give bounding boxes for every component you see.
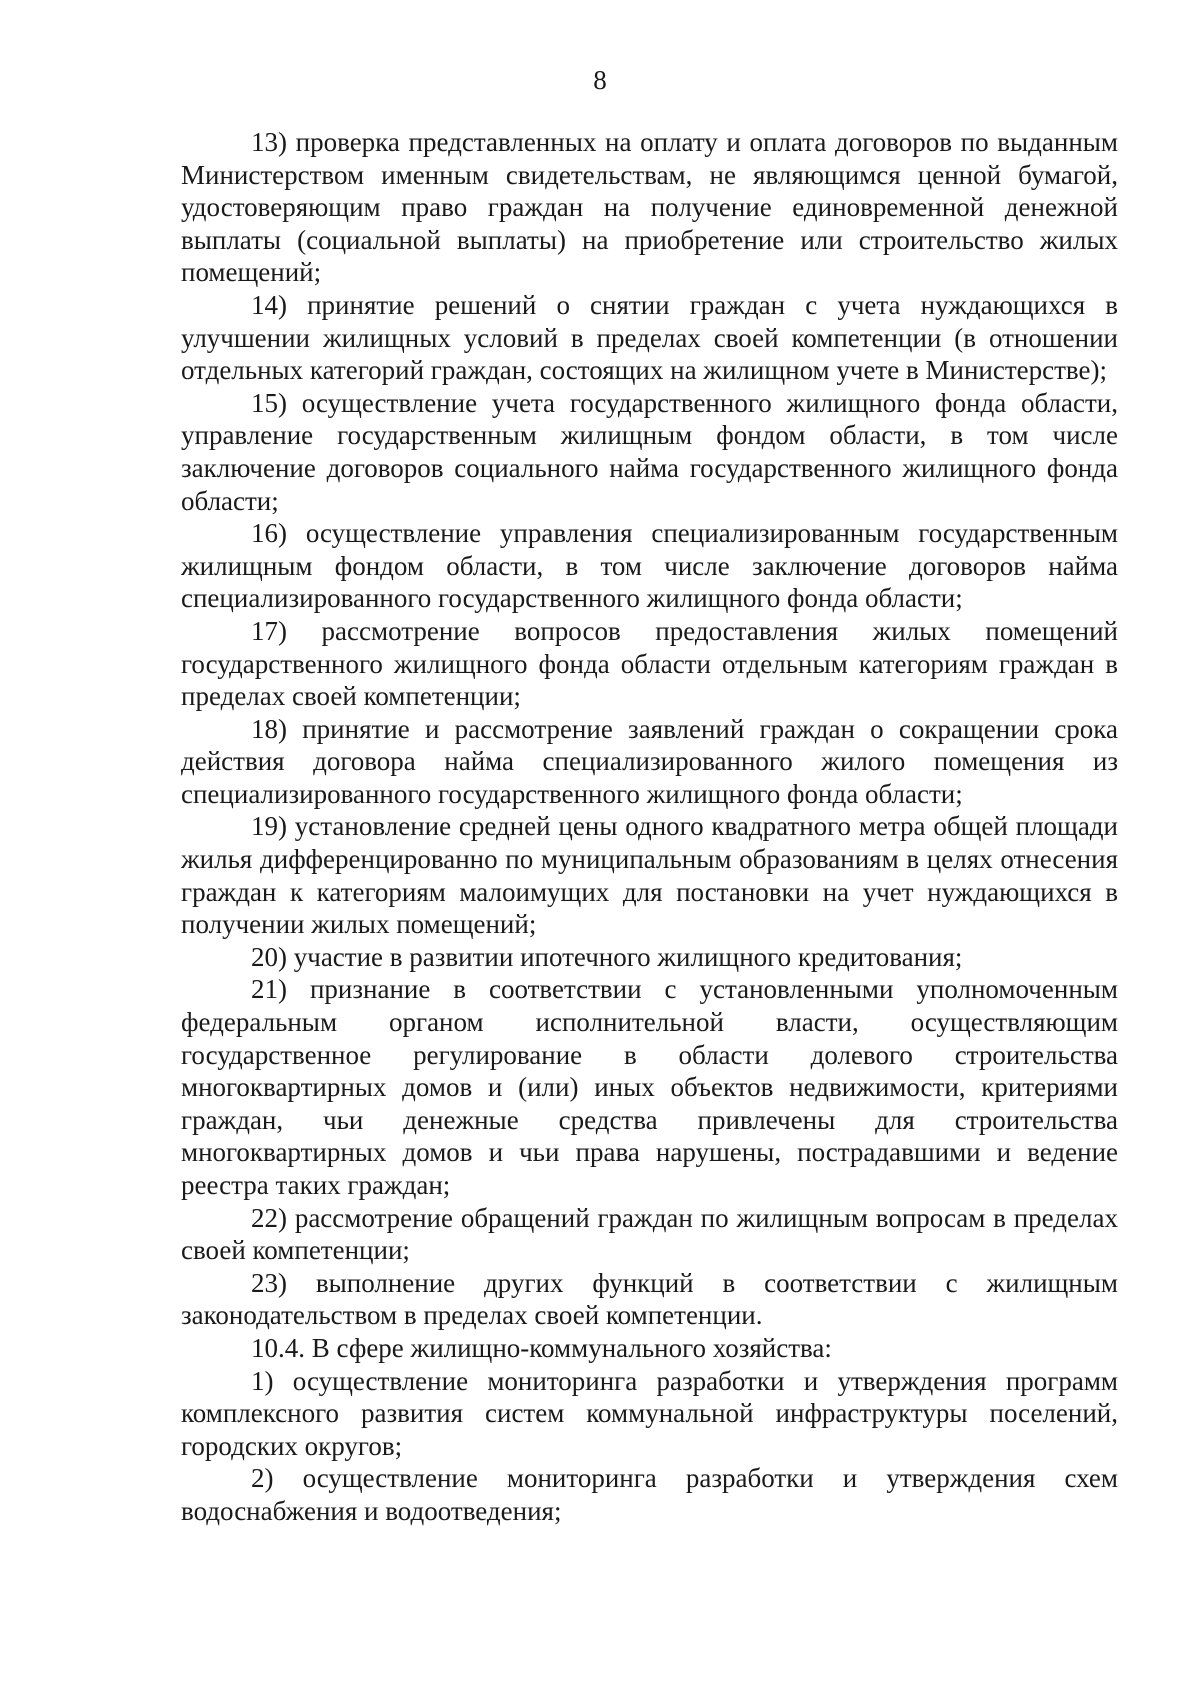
item-19-paragraph: 19) установление средней цены одного квадратного метра общей площади жилья дифференцированно по муниципальным образованиям в целях отнесения граждан к категориям малоимущих для постановки на учет нуждающихся в получении жилых помещений; [181, 811, 1118, 940]
item-22-paragraph: 22) рассмотрение обращений граждан по жилищным вопросам в пределах своей компетенции; [181, 1202, 1118, 1266]
section-10-4-item-1-paragraph: 1) осуществление мониторинга разработки и утверждения программ комплексного развития систем коммунальной инфраструктуры поселений, городских округов; [181, 1365, 1118, 1461]
item-16-paragraph: 16) осуществление управления специализированным государственным жилищным фондом области, в том числе заключение договоров найма специализированного государственного жилищного фонда области; [181, 518, 1118, 614]
page-number: 8 [593, 65, 607, 95]
item-13-paragraph: 13) проверка представленных на оплату и оплата договоров по выданным Министерством именным свидетельствам, не являющимся ценной бумагой, удостоверяющим право граждан на получение единовременной денежной выплаты (социальной выплаты) на приобретение или строительство жилых помещений; [181, 127, 1118, 288]
document-body [181, 126, 1118, 1528]
item-14-paragraph: 14) принятие решений о снятии граждан с учета нуждающихся в улучшении жилищных условий в пределах своей компетенции (в отношении отдельных категорий граждан, состоящих на жилищном учете в Министерстве); [181, 289, 1118, 386]
item-23-paragraph: 23) выполнение других функций в соответствии с жилищным законодательством в пределах своей компетенции. [181, 1267, 1118, 1331]
item-15-paragraph: 15) осуществление учета государственного жилищного фонда области, управление государственным жилищным фондом области, в том числе заключение договоров социального найма государственного жилищного фонда области; [181, 387, 1118, 516]
section-10-4-item-2-paragraph: 2) осуществление мониторинга разработки и утверждения схем водоснабжения и водоотведения; [181, 1463, 1118, 1526]
item-18-paragraph: 18) принятие и рассмотрение заявлений граждан о сокращении срока действия договора найма специализированного жилого помещения из специализированного государственного жилищного фонда области; [181, 713, 1118, 809]
item-20-paragraph: 20) участие в развитии ипотечного жилищного кредитования; [251, 941, 963, 972]
item-21-paragraph: 21) признание в соответствии с установленными уполномоченным федеральным органом исполнительной власти, осуществляющим государственное регулирование в области долевого строительства многоквартирных домов и (или) иных объектов недвижимости, критериями граждан, чьи денежные средства привлечены для строительства многоквартирных домов и чьи права нарушены, пострадавшими и ведение реестра таких граждан; [181, 974, 1118, 1200]
section-10-4-heading: 10.4. В сфере жилищно-коммунального хозяйства: [251, 1332, 832, 1363]
item-17-paragraph: 17) рассмотрение вопросов предоставления жилых помещений государственного жилищного фонда области отдельным категориям граждан в пределах своей компетенции; [181, 615, 1118, 712]
